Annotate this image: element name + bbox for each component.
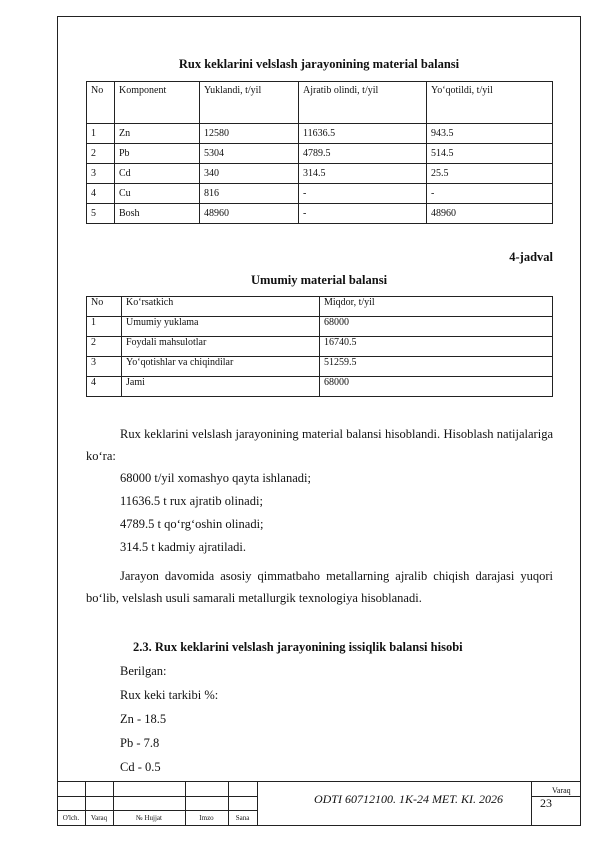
- table-cell: -: [299, 184, 427, 204]
- stamp-col-label: Imzo: [199, 814, 214, 822]
- table-row: [87, 357, 553, 377]
- document-code: ODTI 60712100. 1K-24 MET. KI. 2026: [313, 792, 504, 806]
- table-cell: 16740.5: [320, 337, 553, 357]
- table-row: [87, 317, 553, 337]
- divider: [57, 810, 257, 811]
- table-cell: 314.5: [299, 164, 427, 184]
- table-cell: -: [427, 184, 553, 204]
- table-row: [87, 144, 553, 164]
- table-cell: Zn: [115, 124, 200, 144]
- table-cell: 68000: [320, 317, 553, 337]
- table-row: [87, 377, 553, 397]
- table-cell: Foydali mahsulotlar: [122, 337, 320, 357]
- table-cell: 2: [87, 337, 122, 357]
- given-label: Berilgan:: [120, 664, 167, 678]
- stamp-col-label: O'lch.: [62, 814, 80, 822]
- table-cell: 943.5: [427, 124, 553, 144]
- table-cell: 4: [87, 184, 115, 204]
- table-cell: 5: [87, 204, 115, 224]
- result-line: 11636.5 t rux ajratib olinadi;: [120, 494, 263, 508]
- header-cell: Ajratib olindi, t/yil: [299, 82, 427, 124]
- table-row: [87, 124, 553, 144]
- table-row: [87, 184, 553, 204]
- table-cell: 5304: [200, 144, 299, 164]
- table-cell: Pb: [115, 144, 200, 164]
- table2-title: Umumiy material balansi: [250, 273, 388, 287]
- section-heading: 2.3. Rux keklarini velslash jarayonining issiqlik balansi hisobi: [133, 640, 463, 654]
- table-cell: -: [299, 204, 427, 224]
- table-cell: 4: [87, 377, 122, 397]
- table-cell: 340: [200, 164, 299, 184]
- sheet-label: Varaq: [552, 786, 571, 795]
- header-cell: Miqdor, t/yil: [320, 297, 553, 317]
- header-cell: Ko‘rsatkich: [122, 297, 320, 317]
- table2-label: 4-jadval: [509, 250, 553, 264]
- composition-label: Rux keki tarkibi %:: [120, 688, 219, 702]
- header-cell: Yo‘qotildi, t/yil: [427, 82, 553, 124]
- table-cell: 1: [87, 317, 122, 337]
- table-cell: 51259.5: [320, 357, 553, 377]
- table-cell: Yo‘qotishlar va chiqindilar: [122, 357, 320, 377]
- result-line: 314.5 t kadmiy ajratiladi.: [120, 540, 247, 554]
- table-cell: 4789.5: [299, 144, 427, 164]
- header-cell: No: [87, 82, 115, 124]
- page-number: 23: [540, 796, 552, 810]
- table-row: [87, 204, 553, 224]
- overall-balance-table: [86, 296, 553, 397]
- table-cell: Jami: [122, 377, 320, 397]
- table-cell: 12580: [200, 124, 299, 144]
- table-cell: 3: [87, 357, 122, 377]
- table-row: [87, 164, 553, 184]
- table-cell: 68000: [320, 377, 553, 397]
- composition-item: Zn - 18.5: [120, 712, 167, 726]
- table-cell: 1: [87, 124, 115, 144]
- table-cell: Cd: [115, 164, 200, 184]
- result-line: 68000 t/yil xomashyo qayta ishlanadi;: [120, 471, 311, 485]
- table-cell: 2: [87, 144, 115, 164]
- header-cell: Yuklandi, t/yil: [200, 82, 299, 124]
- table-cell: 48960: [200, 204, 299, 224]
- composition-item: Pb - 7.8: [120, 736, 160, 750]
- table-row: [87, 337, 553, 357]
- table-cell: Cu: [115, 184, 200, 204]
- conclusion-paragraph: Jarayon davomida asosiy qimmatbaho metallarning ajralib chiqish darajasi yuqori bo‘lib, velslash usuli samarali metallurgik texnologiya hisoblanadi.: [86, 569, 553, 605]
- table-cell: 514.5: [427, 144, 553, 164]
- table1-title: Rux keklarini velslash jarayonining material balansi: [178, 57, 460, 71]
- table-cell: 48960: [427, 204, 553, 224]
- table-cell: 11636.5: [299, 124, 427, 144]
- stamp-col-label: Sana: [235, 814, 250, 822]
- header-cell: No: [87, 297, 122, 317]
- table-cell: Bosh: [115, 204, 200, 224]
- result-paragraph: Rux keklarini velslash jarayonining material balansi hisoblandi. Hisoblash natijalariga ko‘ra:: [86, 427, 553, 463]
- divider: [57, 796, 257, 797]
- header-cell: Komponent: [115, 82, 200, 124]
- material-balance-table: [86, 81, 553, 224]
- result-line: 4789.5 t qo‘rg‘oshin olinadi;: [120, 517, 264, 531]
- table-header-row: [87, 82, 553, 124]
- stamp-col-label: Varaq: [90, 814, 108, 822]
- table-cell: Umumiy yuklama: [122, 317, 320, 337]
- table-cell: 3: [87, 164, 115, 184]
- title-block: [57, 781, 581, 826]
- composition-item: Cd - 0.5: [120, 760, 161, 774]
- table-header-row: [87, 297, 553, 317]
- table-cell: 25.5: [427, 164, 553, 184]
- stamp-col-label: № Hujjat: [136, 814, 162, 822]
- divider: [257, 782, 258, 826]
- table-cell: 816: [200, 184, 299, 204]
